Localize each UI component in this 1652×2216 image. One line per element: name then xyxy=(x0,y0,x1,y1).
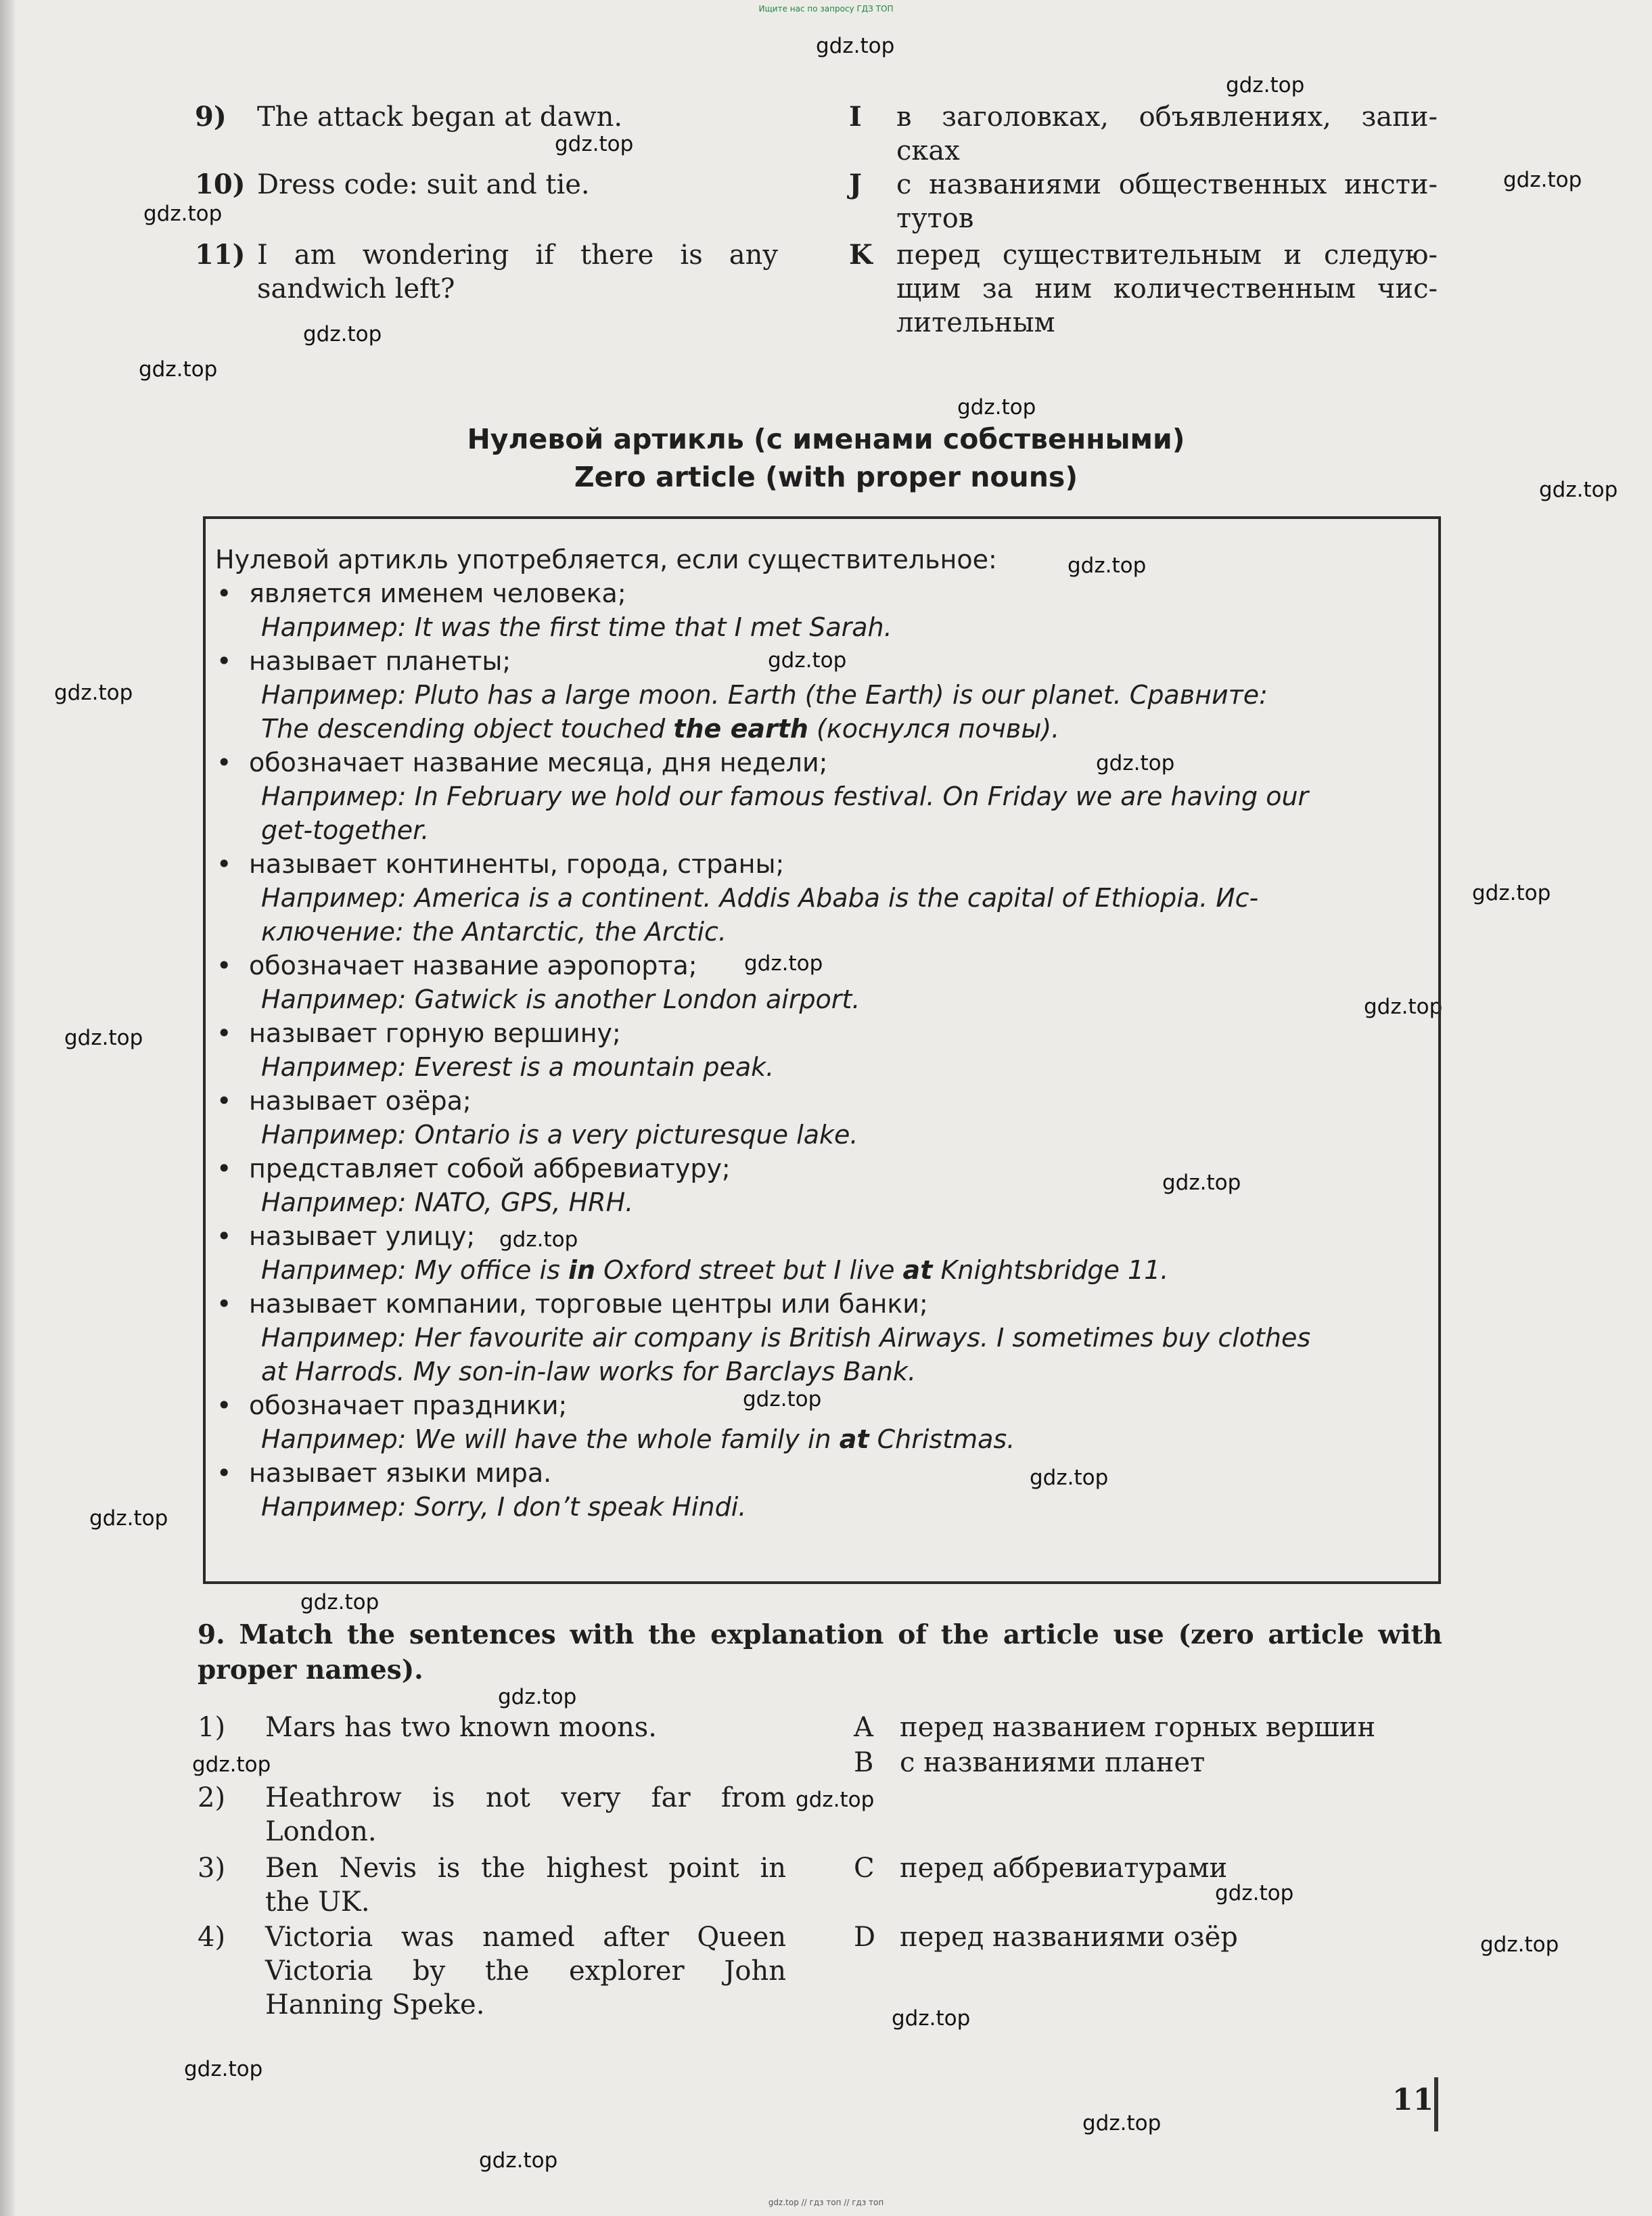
watermark: gdz.top xyxy=(1472,881,1551,905)
item-sentence: sandwich left? xyxy=(257,273,455,304)
watermark: gdz.top xyxy=(1364,995,1443,1019)
sentence: Ben Nevis is the highest point in xyxy=(265,1853,786,1884)
watermark: gdz.top xyxy=(1082,2111,1162,2135)
sentence-number: 4) xyxy=(198,1922,226,1953)
sentence: Victoria was named after Queen xyxy=(265,1922,786,1953)
explanation: перед названиями озёр xyxy=(900,1922,1238,1953)
watermark: gdz.top xyxy=(139,357,218,382)
rule-example: ключение: the Antarctic, the Arctic. xyxy=(261,917,727,947)
watermark: gdz.top xyxy=(1226,73,1305,97)
rule-example: Например: Ontario is a very picturesque lake. xyxy=(261,1120,858,1150)
watermark: gdz.top xyxy=(743,1387,822,1411)
explanation-letter: D xyxy=(854,1922,876,1953)
exercise-9-title: 9. Match the sentences with the explanation of the article use (zero article with xyxy=(198,1619,1442,1650)
rule-example: get-together. xyxy=(261,815,430,845)
section-title-en: Zero article (with proper nouns) xyxy=(574,461,1078,493)
item-explanation: тутов xyxy=(896,203,974,234)
watermark: gdz.top xyxy=(499,1227,578,1252)
rule-example: Например: My office is in Oxford street but I live at Knightsbridge 11. xyxy=(261,1255,1169,1285)
explanation: перед названием горных вершин xyxy=(900,1712,1376,1743)
watermark: gdz.top xyxy=(192,1753,271,1777)
rule-example: Например: In February we hold our famous festival. On Friday we are having our xyxy=(261,782,1309,811)
rule-example: Например: Pluto has a large moon. Earth (the Earth) is our planet. Сравните: xyxy=(261,680,1268,710)
item-explanation: сках xyxy=(896,135,960,166)
watermark: gdz.top xyxy=(303,322,382,346)
watermark: gdz.top xyxy=(479,2148,558,2173)
bottom-note: gdz.top // гдз топ // гдз топ xyxy=(768,2198,884,2207)
watermark: gdz.top xyxy=(300,1590,380,1614)
watermark: gdz.top xyxy=(1215,1881,1294,1905)
explanation: перед аббревиатурами xyxy=(900,1853,1228,1884)
page-number: 11 xyxy=(1392,2083,1434,2117)
page-edge xyxy=(0,0,15,2216)
exercise-9-title: proper names). xyxy=(198,1654,423,1686)
sentence-number: 1) xyxy=(198,1712,226,1743)
watermark: gdz.top xyxy=(143,202,223,226)
watermark: gdz.top xyxy=(892,2006,971,2031)
watermark: gdz.top xyxy=(1030,1466,1109,1490)
rule-bullet: • называет планеты; xyxy=(216,646,511,676)
watermark: gdz.top xyxy=(1480,1932,1559,1957)
rule-bullet: • называет горную вершину; xyxy=(216,1018,621,1048)
sentence: the UK. xyxy=(265,1886,370,1918)
watermark: gdz.top xyxy=(744,951,823,976)
rule-bullet: • называет языки мира. xyxy=(216,1458,552,1488)
rule-example: at Harrods. My son-in-law works for Barclays Bank. xyxy=(261,1357,917,1386)
sentence-number: 3) xyxy=(198,1853,226,1884)
watermark: gdz.top xyxy=(957,395,1036,420)
watermark: gdz.top xyxy=(1068,553,1147,578)
item-letter: I xyxy=(849,101,862,133)
rule-example: Например: Everest is a mountain peak. xyxy=(261,1052,775,1082)
item-explanation: лительным xyxy=(896,307,1055,338)
item-sentence: Dress code: suit and tie. xyxy=(257,169,590,200)
watermark: gdz.top xyxy=(768,648,847,673)
explanation: с названиями планет xyxy=(900,1747,1206,1778)
explanation-letter: A xyxy=(854,1712,873,1743)
rule-intro: Нулевой артикль употребляется, если существительное: xyxy=(215,545,997,574)
watermark: gdz.top xyxy=(1096,751,1175,775)
sentence-number: 2) xyxy=(198,1782,226,1813)
rule-example: Например: We will have the whole family in at Christmas. xyxy=(261,1424,1015,1454)
watermark: gdz.top xyxy=(184,2057,263,2081)
rule-example: Например: Her favourite air company is British Airways. I sometimes buy clothes xyxy=(261,1323,1311,1353)
watermark: gdz.top xyxy=(1503,168,1582,192)
sentence: Mars has two known moons. xyxy=(265,1712,658,1743)
item-number: 11) xyxy=(195,239,246,271)
sentence: Victoria by the explorer John xyxy=(265,1955,786,1987)
rule-bullet: • называет улицу; xyxy=(216,1221,476,1251)
item-sentence: The attack began at dawn. xyxy=(257,101,623,133)
rule-bullet: • обозначает праздники; xyxy=(216,1390,568,1420)
page-number-rule xyxy=(1434,2077,1438,2131)
watermark: gdz.top xyxy=(54,681,133,705)
watermark: gdz.top xyxy=(796,1788,875,1812)
rule-example: The descending object touched the earth (коснулся почвы). xyxy=(261,714,1060,744)
sentence: Hanning Speke. xyxy=(265,1989,485,2020)
watermark: gdz.top xyxy=(64,1026,143,1050)
rule-bullet: • называет озёра; xyxy=(216,1086,472,1116)
rule-bullet: • обозначает название аэропорта; xyxy=(216,951,697,980)
rule-example: Например: It was the first time that I met Sarah. xyxy=(261,612,892,642)
rule-example: Например: NATO, GPS, HRH. xyxy=(261,1188,634,1217)
item-sentence: I am wondering if there is any xyxy=(257,240,778,271)
rule-bullet: • называет континенты, города, страны; xyxy=(216,849,785,879)
rule-bullet: • обозначает название месяца, дня недели; xyxy=(216,748,828,777)
sentence: London. xyxy=(265,1816,377,1847)
rule-bullet: • является именем человека; xyxy=(216,579,626,608)
watermark: gdz.top xyxy=(498,1685,577,1709)
rule-example: Например: Sorry, I don’t speak Hindi. xyxy=(261,1492,747,1522)
rule-bullet: • представляет собой аббревиатуру; xyxy=(216,1154,731,1183)
item-letter: K xyxy=(849,239,873,271)
rule-bullet: • называет компании, торговые центры или банки; xyxy=(216,1289,928,1319)
watermark: gdz.top xyxy=(555,132,634,156)
item-explanation: щим за ним количественным чис- xyxy=(896,273,1438,304)
watermark: gdz.top xyxy=(816,34,895,58)
explanation-letter: B xyxy=(854,1747,874,1778)
item-number: 9) xyxy=(195,101,227,133)
top-note: Ищите нас по запросу ГДЗ ТОП xyxy=(758,4,894,14)
item-explanation: перед существительным и следую- xyxy=(896,240,1438,271)
explanation-letter: C xyxy=(854,1853,875,1884)
item-explanation: в заголовках, объявлениях, запи- xyxy=(896,101,1438,133)
item-number: 10) xyxy=(195,168,246,200)
watermark: gdz.top xyxy=(89,1506,168,1531)
section-title-ru: Нулевой артикль (с именами собственными) xyxy=(467,423,1185,455)
watermark: gdz.top xyxy=(1539,478,1618,502)
watermark: gdz.top xyxy=(1162,1171,1241,1195)
sentence: Heathrow is not very far from xyxy=(265,1782,786,1813)
item-letter: J xyxy=(849,168,862,200)
rule-example: Например: Gatwick is another London airport. xyxy=(261,985,861,1014)
item-explanation: с названиями общественных инсти- xyxy=(896,169,1438,200)
rule-example: Например: America is a continent. Addis Ababa is the capital of Ethiopia. Ис- xyxy=(261,883,1259,913)
